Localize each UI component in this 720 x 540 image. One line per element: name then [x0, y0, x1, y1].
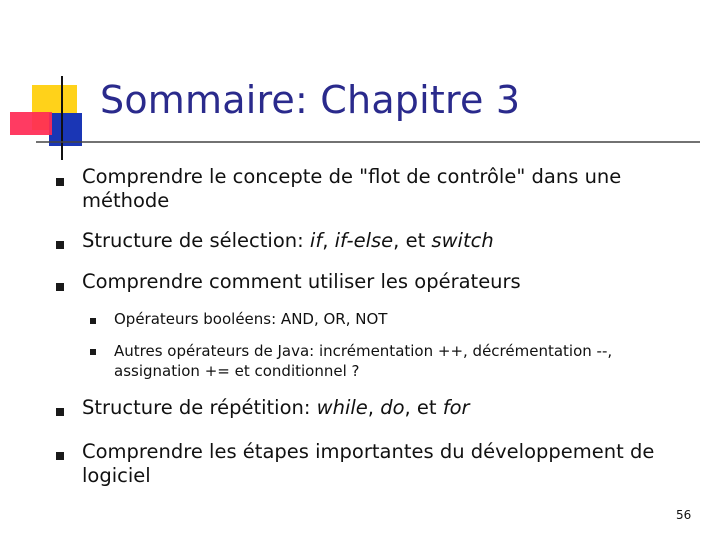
sub-bullet-text-2: Autres opérateurs de Java: incrémentation ++, décrémentation --, assignation += et conditionnel ?: [114, 342, 613, 380]
bullet-icon: [56, 241, 64, 249]
bullet-icon: [56, 283, 64, 291]
keyword-do: do: [380, 396, 405, 419]
bullet-text-4: [82, 396, 692, 420]
bullet-icon: [56, 452, 64, 460]
keyword-while: while: [316, 396, 368, 419]
sub-bullet-icon: [90, 318, 96, 324]
bullet-text-1: Comprendre le concepte de "flot de contrôle" dans une méthode: [82, 165, 622, 212]
bullet-text-2-part: , et: [393, 229, 432, 252]
bullet-text-4-part: Structure de répétition:: [82, 396, 317, 419]
sub-bullet-icon: [90, 349, 96, 355]
bullet-text-3: Comprendre comment utiliser les opérateurs: [82, 270, 521, 293]
sub-bullet-text-1: Opérateurs booléens: AND, OR, NOT: [114, 310, 388, 328]
bullet-text-4-part: , et: [404, 396, 443, 419]
keyword-if: if: [309, 229, 323, 252]
bullet-text-2: [82, 229, 692, 253]
keyword-for: for: [442, 396, 470, 419]
bullet-text-2-part: ,: [322, 229, 335, 252]
page-number: 56: [676, 508, 692, 522]
bullet-text-2-part: Structure de sélection:: [82, 229, 310, 252]
bullet-icon: [56, 178, 64, 186]
bullet-icon: [56, 408, 64, 416]
slide-title: Sommaire: Chapitre 3: [100, 78, 521, 122]
keyword-switch: switch: [431, 229, 494, 252]
bullet-text-5: Comprendre les étapes importantes du développement de logiciel: [82, 440, 655, 487]
bullet-text-4-part: ,: [367, 396, 381, 419]
keyword-if-else: if-else: [334, 229, 394, 252]
